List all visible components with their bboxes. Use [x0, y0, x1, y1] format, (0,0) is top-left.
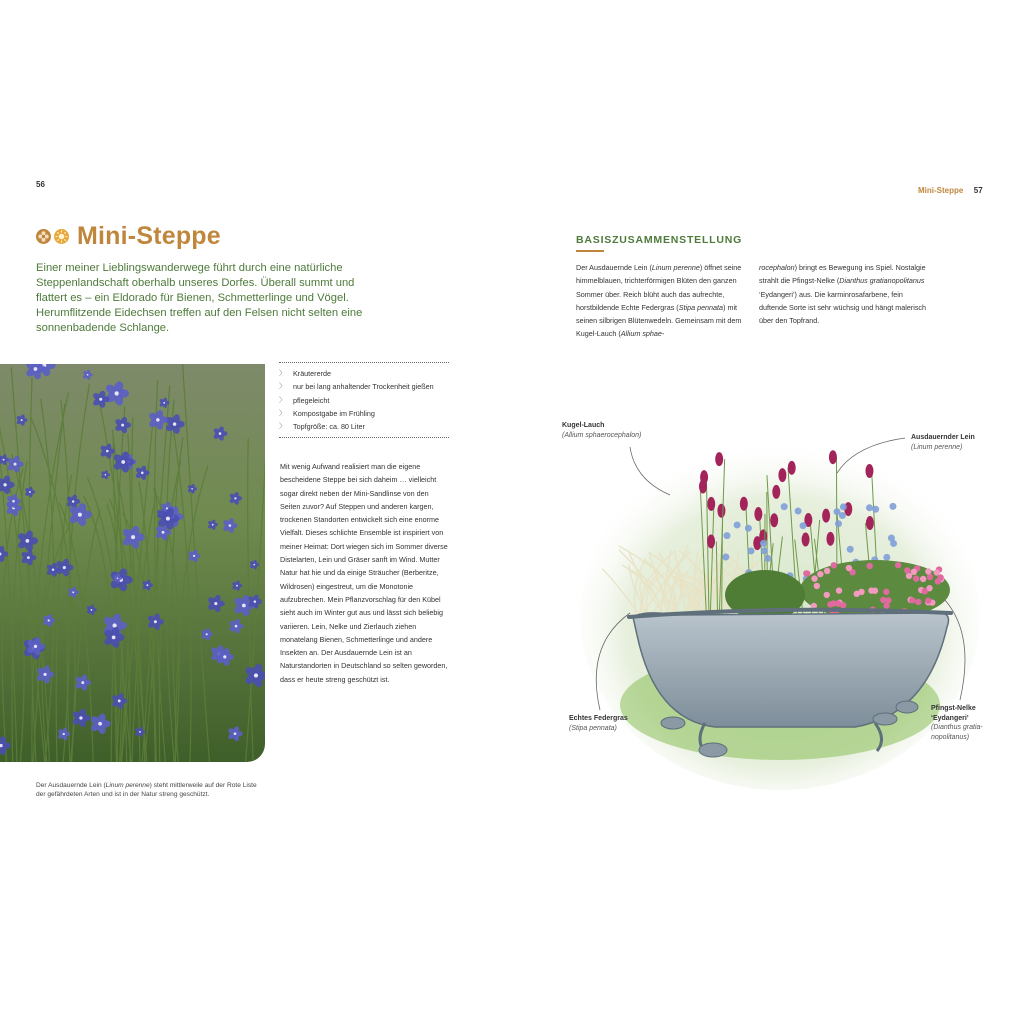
col-a-text: ) öffnet seine himmelblauen, trichterförmigen Blüten den ganzen Sommer über. Reich blüht auch das aufrechte, horstbildende Echte Federgras ( [576, 263, 742, 312]
care-list [279, 362, 449, 438]
label-name: Ausdauernder Lein [911, 434, 975, 441]
label-latin: (Stipa pennata) [569, 724, 617, 732]
section-heading: BASISZUSAMMENSTELLUNG [576, 234, 743, 246]
text-column-a [576, 261, 746, 341]
page-title: Mini-Steppe [77, 222, 221, 250]
col-b-latin: rocephalon [759, 263, 795, 272]
label-pfingst-nelke [931, 704, 983, 742]
col-b-text: ‘Eydangeri’) aus. Die karminrosafarbene, fein duftende Sorte ist sehr wüchsig und hängt malerisch über den Topfrand. [759, 289, 927, 326]
photo-caption [36, 781, 266, 799]
label-latin-cont: nopolitanus) [931, 733, 970, 741]
care-item [279, 380, 449, 393]
body-text: Mit wenig Aufwand realisiert man die eigene bescheidene Steppe bei sich daheim … vielleicht sogar direkt neben der Mini-Sandlinse von den Seiten zuvor? Auf Steppen und anderen kargen, trockenen Standorten entwickelt sich eine enorme Vielfalt. Dieses schlichte Ensemble ist inspiriert von meiner Heimat: Dort wiegen sich im Sommer diverse Distelarten, Lein und Gräser sanft im Wind. Mutter Natur hat hie und da einige Sträucher (Berberitze, Wildrosen) eingestreut, um die Monotonie aufzubrechen. Mein Pflanzvorschlag für den Kübel sieht auch im Winter gut aus und lässt sich beliebig variieren. Lein, Nelke und Zierlauch ziehen monatelang Bienen, Schmetterlinge und andere Insekten an. Der Ausdauernde Lein ist an Naturstandorten in Deutschland so selten geworden, dass er heute streng geschützt ist. [280, 462, 448, 684]
intro-text: Einer meiner Lieblingswanderwege führt durch eine natürliche Steppenlandschaft oberhalb unseres Dorfes. Überall summt und flattert es – ein Eldorado für Bienen, Schmetterlinge und Vögel. Herumflitzende Eidechsen treffen auf den Felsen nicht selten eine sonnenbadende Schlange. [36, 262, 363, 334]
col-b-text: ) bringt es Bewegung ins Spiel. Nostalgie strahlt die Pfingst-Nelke ( [759, 263, 926, 286]
care-item-text: Kompostgabe im Frühling [293, 408, 375, 418]
care-item-text: Kräutererde [293, 369, 331, 378]
bullet-icon: 〉 [279, 409, 286, 417]
care-item [279, 394, 449, 407]
running-title: Mini-Steppe [918, 186, 964, 195]
bullet-icon: 〉 [279, 370, 286, 377]
caption-text-end: ) steht mittlerweile auf der Rote Liste der gefährdeten Arten und ist in der Natur streng geschützt. [36, 782, 257, 798]
running-header [918, 180, 983, 198]
label-name: Kugel-Lauch [562, 422, 605, 429]
flower-badge-icon [36, 229, 51, 244]
planter-illustration [555, 405, 995, 795]
bullet-icon: 〉 [279, 423, 286, 431]
section-rule [576, 250, 604, 252]
care-item-text: nur bei lang anhaltender Trockenheit gießen [293, 382, 434, 392]
label-latin: (Allium sphaerocephalon) [562, 431, 642, 439]
bullet-icon: 〉 [279, 396, 286, 404]
caption-latin: Linum perenne [105, 782, 150, 789]
label-cultivar: ‘Eydangeri’ [931, 714, 969, 722]
col-a-latin: Linum perenne [651, 263, 700, 272]
label-name: Echtes Federgras [569, 715, 628, 722]
label-latin: (Linum perenne) [911, 443, 963, 451]
label-echtes-federgras [569, 714, 628, 733]
label-kugel-lauch [562, 421, 641, 440]
sun-badge-icon [54, 229, 69, 244]
caption-text: Der Ausdauernde Lein ( [36, 782, 106, 789]
care-item [279, 367, 449, 380]
bullet-icon: 〉 [279, 383, 286, 391]
label-name: Pfingst-Nelke [931, 705, 976, 712]
col-a-latin: Allium sphae- [620, 329, 665, 339]
care-item-text: Topfgröße: ca. 80 Liter [293, 422, 365, 432]
page-title-row [36, 222, 221, 251]
page-number-left: 56 [36, 180, 45, 189]
care-item [279, 407, 449, 420]
text-column-b [759, 261, 929, 327]
col-a-text: ) mit seinen silbrigen Blütenwedeln. Gemeinsam mit dem Kugel-Lauch ( [576, 302, 742, 339]
col-a-text: Der Ausdauernde Lein ( [576, 263, 652, 272]
page-number-right: 57 [973, 186, 983, 195]
care-item [279, 420, 449, 433]
col-b-latin: Dianthus gratianopolitanus [839, 276, 925, 286]
label-latin: (Dianthus gratia- [931, 724, 983, 731]
label-ausdauernder-lein [911, 433, 975, 452]
care-item-text: pflegeleicht [293, 395, 330, 405]
flax-photo [0, 364, 265, 762]
col-a-latin: Stipa pennata [678, 302, 724, 312]
